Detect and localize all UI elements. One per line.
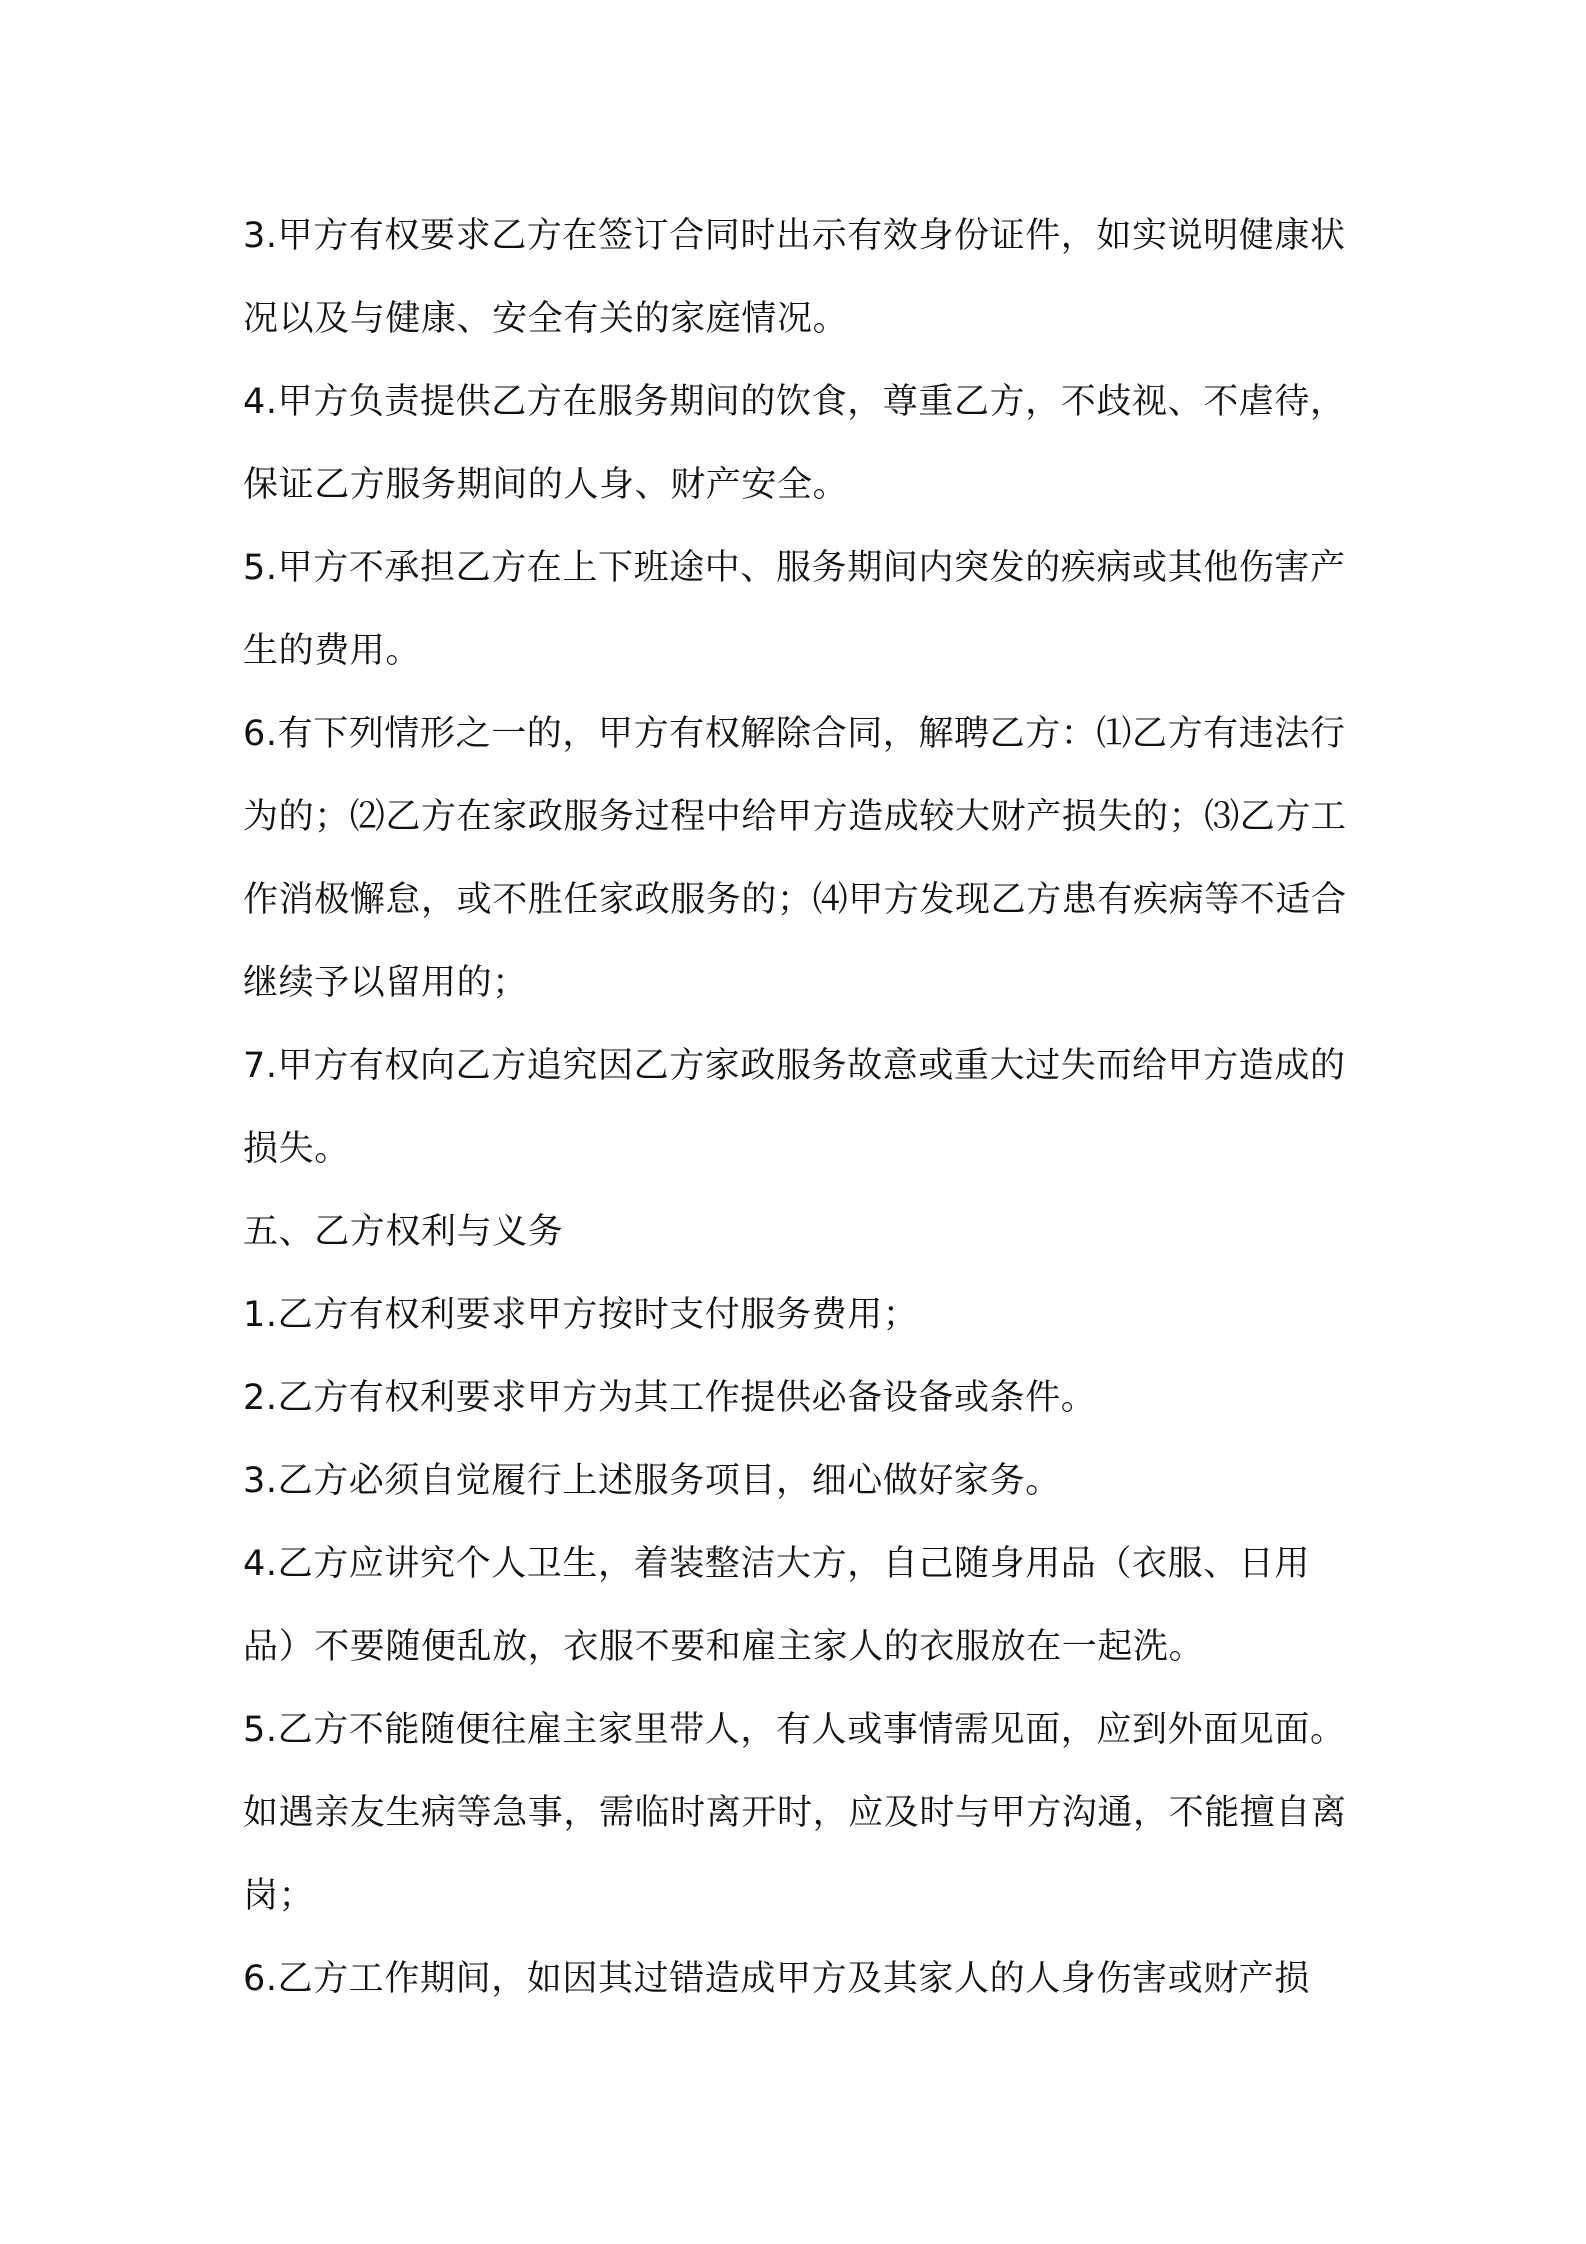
list-item: 5.乙方不能随便往雇主家里带人，有人或事情需见面，应到外面见面。如遇亲友生病等急事，需临时离开时，应及时与甲方沟通，不能擅自离岗； [243, 1710, 1347, 1916]
list-item: 1.乙方有权利要求甲方按时支付服务费用； [243, 1295, 919, 1335]
list-item: 5.甲方不承担乙方在上下班途中、服务期间内突发的疾病或其他伤害产生的费用。 [243, 548, 1346, 671]
section-heading: 五、乙方权利与义务 [243, 1212, 564, 1252]
list-item: 4.甲方负责提供乙方在服务期间的饮食，尊重乙方，不歧视、不虐待，保证乙方服务期间的人身、财产安全。 [243, 382, 1346, 505]
list-item: 6.乙方工作期间，如因其过错造成甲方及其家人的人身伤害或财产损 [243, 1959, 1310, 1999]
list-item: 6.有下列情形之一的，甲方有权解除合同，解聘乙方：⑴乙方有违法行为的；⑵乙方在家政服务过程中给甲方造成较大财产损失的；⑶乙方工作消极懈怠，或不胜任家政服务的；⑷甲方发现乙方患有疾病等不适合继续予以留用的； [243, 714, 1347, 1003]
list-item: 3.甲方有权要求乙方在签订合同时出示有效身份证件，如实说明健康状况以及与健康、安全有关的家庭情况。 [243, 216, 1346, 339]
list-item: 7.甲方有权向乙方追究因乙方家政服务故意或重大过失而给甲方造成的损失。 [243, 1046, 1346, 1169]
list-item: 4.乙方应讲究个人卫生，着装整洁大方，自己随身用品（衣服、日用品）不要随便乱放，衣服不要和雇主家人的衣服放在一起洗。 [243, 1544, 1310, 1667]
document-body [243, 195, 1363, 2021]
list-item: 2.乙方有权利要求甲方为其工作提供必备设备或条件。 [243, 1378, 1097, 1418]
list-item: 3.乙方必须自觉履行上述服务项目，细心做好家务。 [243, 1461, 1061, 1501]
